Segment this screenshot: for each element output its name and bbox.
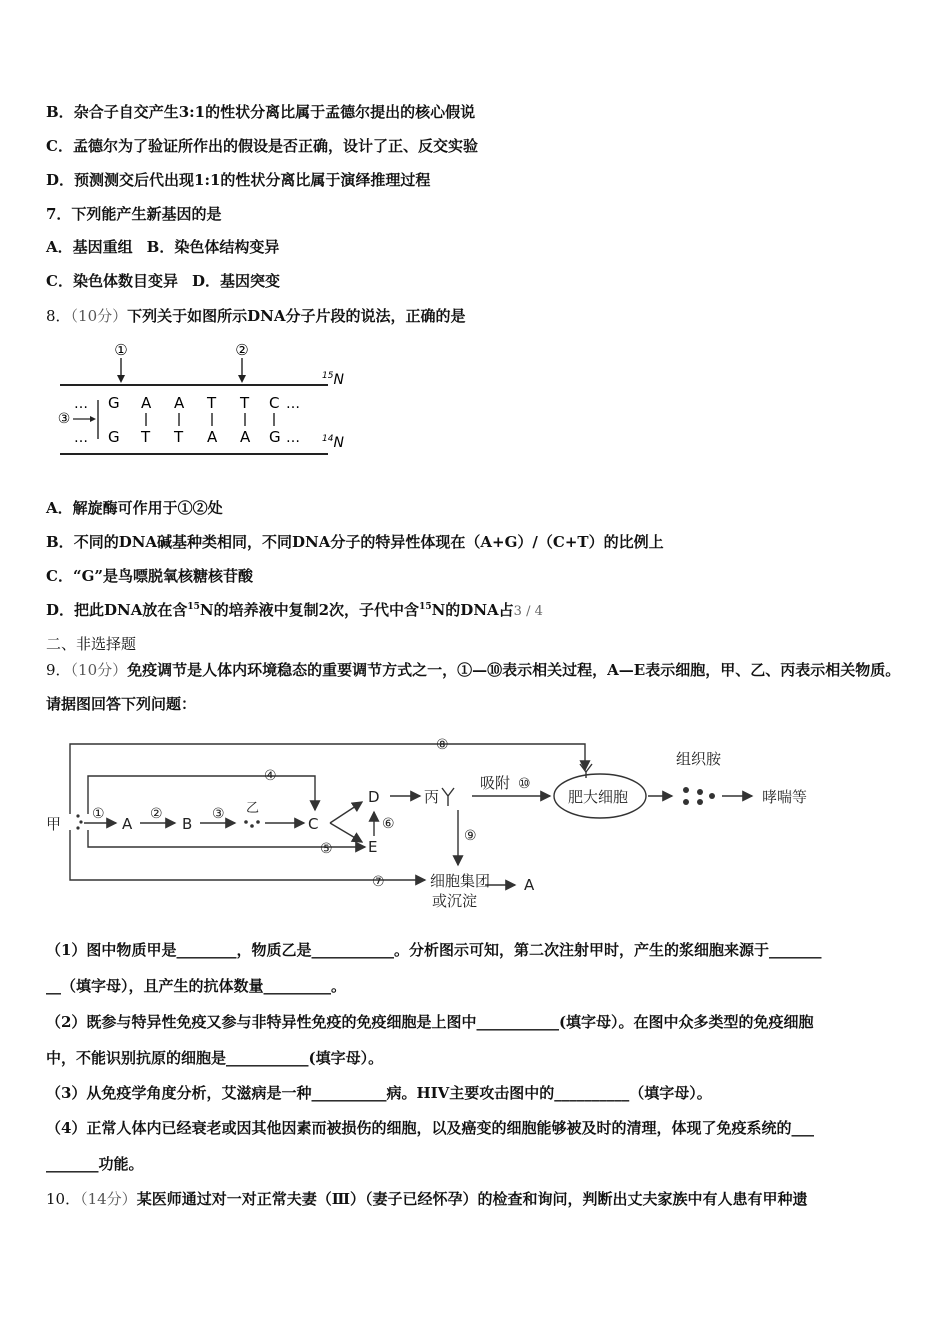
q8-option-c xyxy=(46,566,253,586)
option-label: C． xyxy=(46,567,73,585)
q8-option-b xyxy=(46,532,664,552)
option-label: D． xyxy=(191,272,220,290)
marker-1: ① xyxy=(114,341,128,359)
label-asthma: 哮喘等 xyxy=(762,788,808,806)
label-jia: 甲 xyxy=(46,815,62,833)
label-15n-sup: 15 xyxy=(322,371,334,381)
label-cluster-1: 细胞集团 xyxy=(430,872,491,890)
option-text: 解旋酶可作用于①②处 xyxy=(72,499,223,517)
option-label: C． xyxy=(46,272,73,290)
top-base: A xyxy=(174,394,185,412)
fraction: 3 / 4 xyxy=(513,604,543,619)
top-base: A xyxy=(141,394,152,412)
option-label: D． xyxy=(46,171,75,189)
label-adsorb: 吸附 xyxy=(480,774,511,792)
sup-15-b: 15 xyxy=(419,602,432,612)
option-text: 孟德尔为了验证所作出的假设是否正确，设计了正、反交实验 xyxy=(72,137,478,155)
question-stem: 下列关于如图所示DNA分子片段的说法，正确的是 xyxy=(127,307,466,325)
label-14n-el: N xyxy=(333,435,344,451)
ellipsis-top-right: … xyxy=(286,396,300,412)
option-text: 染色体结构变异 xyxy=(174,238,280,256)
num-3: ③ xyxy=(212,806,225,822)
question-stem: 某医师通过对一对正常夫妻（Ⅲ）（妻子已经怀孕）的检查和询问，判断出丈夫家族中有人患有甲种遗 xyxy=(136,1190,808,1208)
sup-15-a: 15 xyxy=(187,602,200,612)
label-bing: 丙 xyxy=(424,788,440,806)
label-histamine: 组织胺 xyxy=(676,750,722,768)
bottom-bases xyxy=(108,428,281,446)
ellipsis-bottom-right: … xyxy=(286,430,300,446)
dna-figure xyxy=(46,338,366,463)
num-6: ⑥ xyxy=(382,816,395,832)
bottom-base: T xyxy=(141,428,151,446)
label-14n-sup: 14 xyxy=(322,434,334,444)
question-score: （10分） xyxy=(70,307,128,325)
top-base: T xyxy=(240,394,250,412)
num-8: ⑧ xyxy=(436,737,449,753)
q6-option-d xyxy=(46,170,430,190)
top-base: G xyxy=(108,394,120,412)
option-label: B． xyxy=(46,533,74,551)
num-7: ⑦ xyxy=(372,874,385,890)
question-number: 9． xyxy=(46,661,71,679)
label-15n-el: N xyxy=(333,372,344,388)
option-text: “G”是鸟嘌脱氧核糖核苷酸 xyxy=(72,567,254,585)
q7-stem: 7．下列能产生新基因的是 xyxy=(46,205,222,223)
num-1: ① xyxy=(92,806,105,822)
q9-sub4-b: _______功能。 xyxy=(46,1155,144,1173)
option-label: A． xyxy=(46,499,73,517)
option-text: 预测测交后代出现1:1的性状分离比属于演绎推理过程 xyxy=(74,171,431,189)
option-label: B． xyxy=(146,238,175,256)
q7-options-cd xyxy=(46,271,280,291)
option-text-1: 把此DNA放在含 xyxy=(74,601,188,619)
option-text: 不同的DNA碱基种类相同，不同DNA分子的特异性体现在（A+G）/（C+T）的比例上 xyxy=(73,533,664,551)
option-text: 染色体数目变异 xyxy=(72,272,178,290)
q8-stem-line xyxy=(46,306,466,326)
num-2: ② xyxy=(150,806,163,822)
question-number: 10． xyxy=(46,1190,81,1208)
question-number: 8． xyxy=(46,307,71,325)
q9-sub3: （3）从免疫学角度分析，艾滋病是一种__________病。HIV主要攻击图中的__________（填字母）。 xyxy=(46,1084,712,1102)
bottom-base: G xyxy=(269,428,281,446)
option-text-2: N的培养液中复制2次，子代中含 xyxy=(199,601,420,619)
question-score: （10分） xyxy=(70,661,128,679)
option-text: 杂合子自交产生3:1的性状分离比属于孟德尔提出的核心假说 xyxy=(73,103,476,121)
top-base: T xyxy=(207,394,217,412)
q9-sub2-a: （2）既参与特异性免疫又参与非特异性免疫的免疫细胞是上图中___________(填字母）。在图中众多类型的免疫细胞 xyxy=(46,1013,814,1031)
label-b: B xyxy=(182,815,193,833)
q6-option-b xyxy=(46,102,475,122)
label-yi: 乙 xyxy=(246,801,260,816)
question-stem: 免疫调节是人体内环境稳态的重要调节方式之一，①—⑩表示相关过程，A—E表示细胞，甲、乙、丙表示相关物质。请据图回答下列问题： xyxy=(46,661,901,713)
label-a: A xyxy=(122,815,133,833)
label-d: D xyxy=(368,788,380,806)
q6-option-c xyxy=(46,136,478,156)
label-cluster-target: A xyxy=(524,876,535,894)
bottom-base: G xyxy=(108,428,120,446)
top-bases xyxy=(108,394,279,412)
question-score: （14分） xyxy=(80,1190,137,1208)
bottom-base: T xyxy=(174,428,184,446)
q7-options-ab xyxy=(46,237,279,257)
q10-stem-line xyxy=(46,1189,807,1209)
num-10: ⑩ xyxy=(518,776,531,792)
immune-diagram xyxy=(40,730,840,910)
option-text: 基因重组 xyxy=(72,238,133,256)
top-base: C xyxy=(269,394,280,412)
q9-sub1-a: （1）图中物质甲是________，物质乙是___________。分析图示可知，第二次注射甲时，产生的浆细胞来源于_______ xyxy=(46,941,822,959)
bottom-base: A xyxy=(207,428,218,446)
option-label: B． xyxy=(46,103,74,121)
num-5: ⑤ xyxy=(320,841,333,857)
q9-stem xyxy=(46,653,906,721)
ellipsis-bottom-left: … xyxy=(74,430,88,446)
bottom-base: A xyxy=(240,428,251,446)
q9-sub2-b: 中，不能识别抗原的细胞是___________(填字母）。 xyxy=(46,1049,384,1067)
option-label: D． xyxy=(46,601,75,619)
option-label: C． xyxy=(46,137,73,155)
label-e: E xyxy=(368,838,378,856)
ellipsis-top-left: … xyxy=(74,396,88,412)
num-9: ⑨ xyxy=(464,828,477,844)
option-text-3: N的DNA占 xyxy=(431,601,514,619)
q8-option-a xyxy=(46,498,223,518)
num-4: ④ xyxy=(264,768,277,784)
label-cluster-2: 或沉淀 xyxy=(432,892,478,910)
q9-sub4-a: （4）正常人体内已经衰老或因其他因素而被损伤的细胞，以及癌变的细胞能够被及时的清理，体现了免疫系统的___ xyxy=(46,1119,814,1137)
label-c: C xyxy=(308,815,319,833)
q9-sub1-b: __（填字母），且产生的抗体数量_________。 xyxy=(46,977,347,995)
label-mast-cell: 肥大细胞 xyxy=(568,788,629,806)
marker-2: ② xyxy=(235,341,249,359)
marker-3: ③ xyxy=(57,411,71,427)
label-14n xyxy=(322,434,344,451)
q8-option-d xyxy=(46,600,543,622)
option-label: A． xyxy=(46,238,73,256)
option-text: 基因突变 xyxy=(219,272,280,290)
section-title: 二、非选择题 xyxy=(46,635,137,653)
